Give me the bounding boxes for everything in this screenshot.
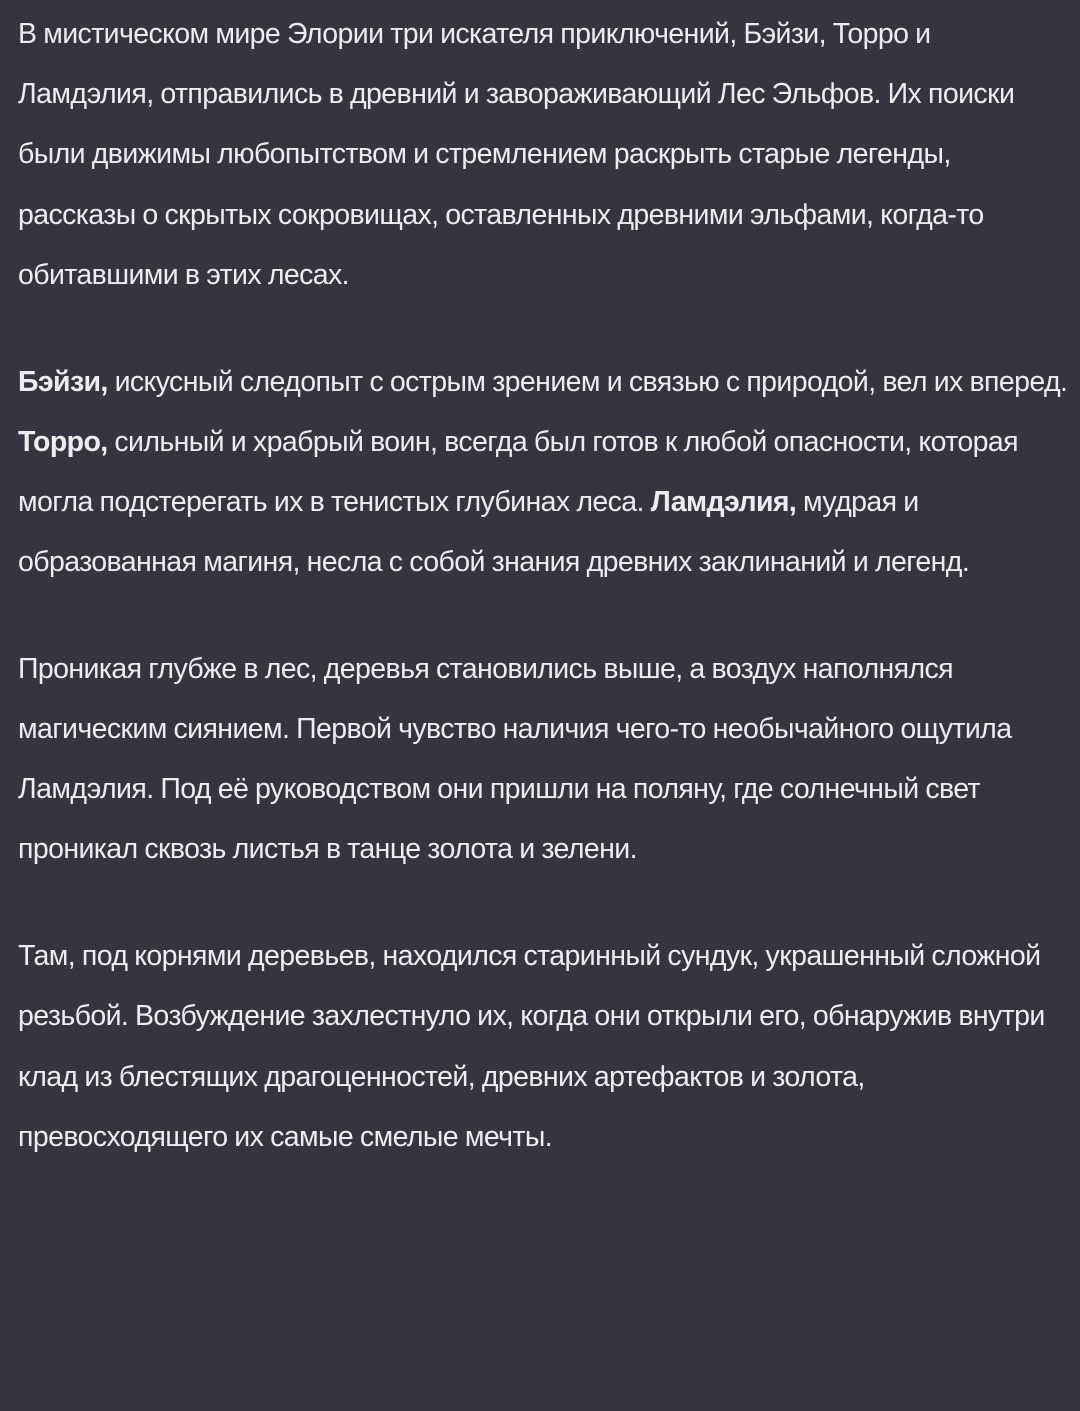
paragraph-characters	[18, 352, 1068, 593]
character-name-lamdelia: Ламдэлия,	[650, 485, 797, 518]
character-name-bayzi: Бэйзи,	[18, 365, 108, 398]
paragraph-text: Там, под корнями деревьев, находился старинный сундук, украшенный сложной резьбой. Возбуждение захлестнуло их, когда они открыли его, обнаружив внутри клад из блестящих драгоценностей, древних артефактов и золота, превосходящего их самые смелые мечты.	[18, 940, 1045, 1153]
paragraph-text: сильный и храбрый воин, всегда был готов к любой опасности, которая могла подстерегать их в тенистых глубинах леса.	[18, 425, 1018, 518]
story-text	[18, 0, 1068, 1167]
character-name-torro: Торро,	[18, 425, 108, 458]
paragraph-intro	[18, 0, 1068, 305]
paragraph-forest	[18, 639, 1068, 880]
paragraph-text: Проникая глубже в лес, деревья становились выше, а воздух наполнялся магическим сиянием. Первой чувство наличия чего-то необычайного ощутила Ламдэлия. Под её руководством они пришли на поляну, где солнечный свет проникал сквозь листья в танце золота и зелени.	[18, 652, 1012, 866]
paragraph-text: В мистическом мире Элории три искателя приключений, Бэйзи, Торро и Ламдэлия, отправились в древний и завораживающий Лес Эльфов. Их поиски были движимы любопытством и стремлением раскрыть старые легенды, рассказы о скрытых сокровищах, оставленных древними эльфами, когда-то обитавшими в этих лесах.	[18, 18, 1015, 291]
paragraph-text: мудрая и образованная магиня, несла с собой знания древних заклинаний и легенд.	[18, 485, 970, 579]
paragraph-treasure	[18, 926, 1068, 1167]
paragraph-text: искусный следопыт с острым зрением и связью с природой, вел их вперед.	[107, 365, 1068, 398]
